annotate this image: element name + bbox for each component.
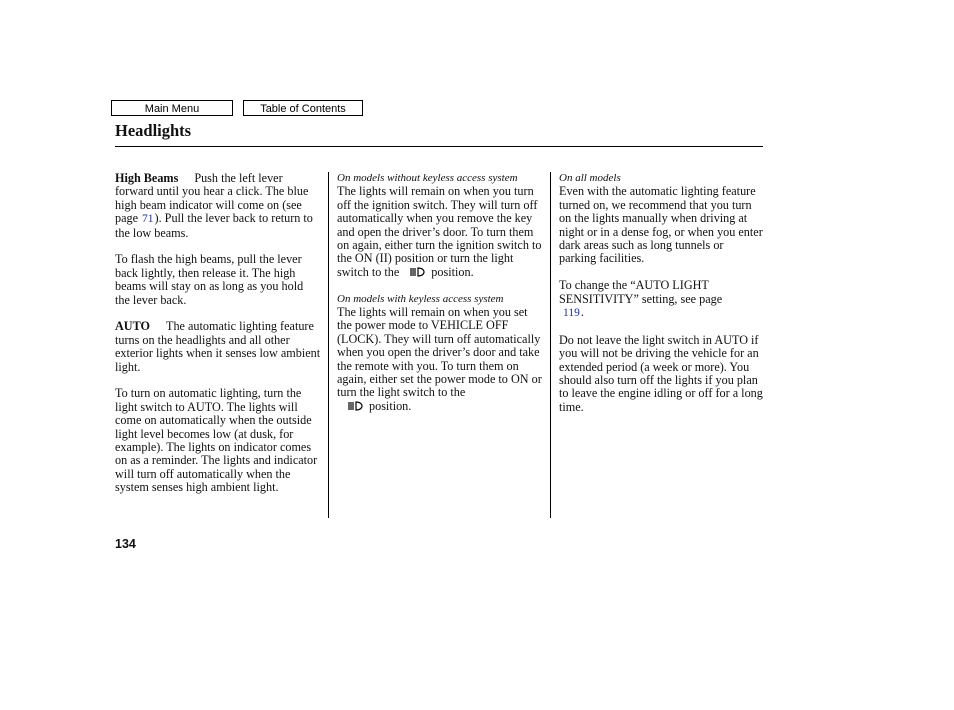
auto-paragraph <box>115 320 321 374</box>
title-rule <box>115 146 763 147</box>
column-right <box>559 172 763 428</box>
column-divider-1 <box>328 172 329 518</box>
auto-turn-on-paragraph: To turn on automatic lighting, turn the light switch to AUTO. The lights will come on automatically when the outside light level becomes low (at dusk, for example). The lights on indicator comes on as a reminder. The lights and indicator will turn off automatically when the system senses high ambient light. <box>115 386 318 495</box>
auto-text: The automatic lighting feature turns on the headlights and all other exterior lights when it senses low ambient light. <box>115 319 321 374</box>
page-119-link[interactable]: 119 <box>563 307 580 320</box>
headlight-icon <box>409 267 425 277</box>
high-beams-paragraph <box>115 172 321 240</box>
column-left <box>115 172 321 508</box>
without-keyless-paragraph <box>337 185 545 279</box>
with-keyless-heading: On models with keyless access system <box>337 292 504 305</box>
table-of-contents-button[interactable]: Table of Contents <box>243 100 363 116</box>
with-keyless-text-1: The lights will remain on when you set the power mode to VEHICLE OFF (LOCK). They will turn off automatically when you open the driver’s door and take the remote with you. To turn them on again, either set the power mode to ON or turn the light switch to the <box>337 305 542 400</box>
page-number: 134 <box>115 537 136 551</box>
without-keyless-text-1: The lights will remain on when you turn off the ignition switch. They will turn off automatically when you remove the key and open the driver’s door. To turn them on again, either turn the ignition switch to the ON (II) position or turn the light switch to the <box>337 184 542 279</box>
warning-paragraph: Do not leave the light switch in AUTO if you will not be driving the vehicle for an extended period (a week or more). You should also turn off the lights if you plan to leave the engine idling or off for a long time. <box>559 332 763 414</box>
high-beams-text-1: Push the left lever forward until you hear a click. The blue high beam indicator will come on (see page <box>115 171 309 226</box>
sensitivity-paragraph <box>559 279 763 320</box>
high-beams-text-2: ). Pull the lever back to return to the low beams. <box>115 211 313 240</box>
without-keyless-text-2: position. <box>431 264 474 279</box>
column-divider-2 <box>550 172 551 518</box>
headlight-icon <box>347 401 363 411</box>
without-keyless-heading: On models without keyless access system <box>337 172 518 184</box>
sensitivity-text: To change the “AUTO LIGHT SENSITIVITY” setting, see page <box>559 278 723 306</box>
with-keyless-text-2: position. <box>369 398 412 413</box>
page-title: Headlights <box>115 121 192 140</box>
all-models-heading: On all models <box>559 172 621 184</box>
sensitivity-end: . <box>580 305 584 320</box>
all-models-paragraph: Even with the automatic lighting feature turned on, we recommend that you turn on the lights manually when driving at night or in a dense fog, or when you enter dark areas such as long tunnels or parking facilities. <box>559 184 763 266</box>
page-71-link[interactable]: 71 <box>142 213 154 226</box>
main-menu-button[interactable]: Main Menu <box>111 100 233 116</box>
high-beams-heading: High Beams <box>115 171 179 185</box>
flash-paragraph: To flash the high beams, pull the lever back lightly, then release it. The high beams will stay on as long as you hold the lever back. <box>115 252 304 307</box>
column-middle <box>337 172 545 427</box>
with-keyless-paragraph <box>337 306 545 413</box>
auto-heading: AUTO <box>115 319 150 334</box>
